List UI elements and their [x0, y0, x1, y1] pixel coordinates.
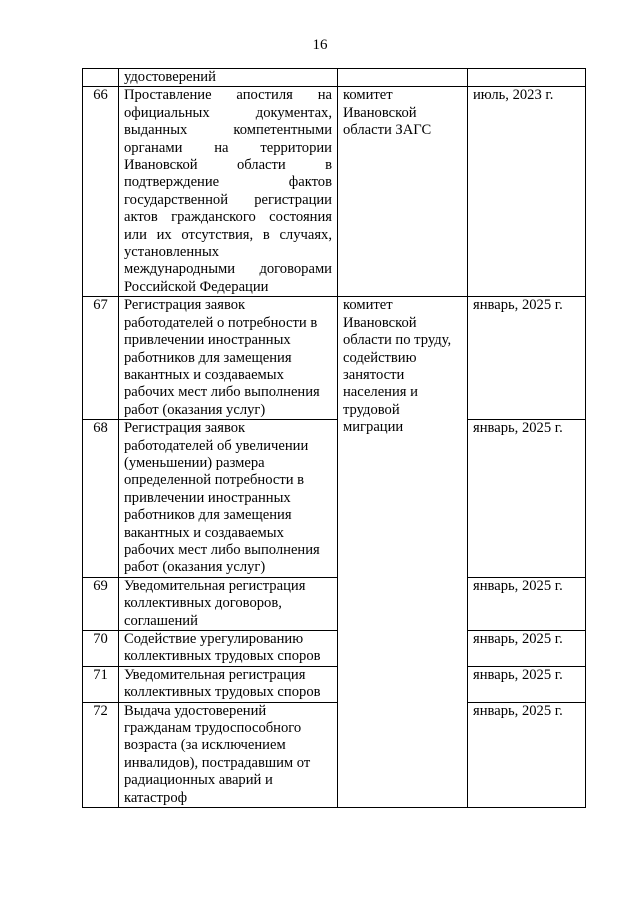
department-cell: комитет Ивановской области по труду, содействию занятости населения и трудовой миграции [338, 297, 468, 808]
table-row [83, 666, 586, 702]
row-number-cell: 68 [83, 420, 119, 578]
service-name-cell: Регистрация заявок работодателей об увеличении (уменьшении) размера определенной потребности в привлечении иностранных работников для замещения вакантных и создаваемых рабочих мест либо выполнения работ (оказания услуг) [119, 420, 338, 578]
service-name-cell: Регистрация заявок работодателей о потребности в привлечении иностранных работников для замещения вакантных и создаваемых рабочих мест либо выполнения работ (оказания услуг) [119, 297, 338, 420]
row-number-cell: 71 [83, 666, 119, 702]
table-row [83, 297, 586, 420]
table-row-continued [83, 69, 586, 87]
date-cell: январь, 2025 г. [468, 577, 586, 630]
service-name-cell: Проставление апостиля на официальных документах, выданных компетентными органами на территории Ивановской области в подтверждение фактов государственной регистрации актов гражданского состояния или их отсутствия, в случаях, установленных международными договорами Российской Федерации [119, 87, 338, 297]
row-number-cell [83, 69, 119, 87]
row-number-cell: 70 [83, 631, 119, 667]
date-cell: январь, 2025 г. [468, 702, 586, 807]
service-name-cell: Выдача удостоверений гражданам трудоспособного возраста (за исключением инвалидов), пострадавшим от радиационных аварий и катастроф [119, 702, 338, 807]
services-table [82, 68, 586, 808]
date-cell [468, 69, 586, 87]
date-cell: январь, 2025 г. [468, 631, 586, 667]
date-cell: январь, 2025 г. [468, 666, 586, 702]
date-cell: январь, 2025 г. [468, 420, 586, 578]
table-row [83, 577, 586, 630]
table-row [83, 702, 586, 807]
table-row [83, 420, 586, 578]
service-name-cell: Уведомительная регистрация коллективных договоров, соглашений [119, 577, 338, 630]
service-name-cell: Содействие урегулированию коллективных трудовых споров [119, 631, 338, 667]
table-row [83, 87, 586, 297]
department-cell: комитет Ивановской области ЗАГС [338, 87, 468, 297]
row-number-cell: 69 [83, 577, 119, 630]
department-cell [338, 69, 468, 87]
date-cell: июль, 2023 г. [468, 87, 586, 297]
date-cell: январь, 2025 г. [468, 297, 586, 420]
row-number-cell: 72 [83, 702, 119, 807]
table-row [83, 631, 586, 667]
service-name-cell: Уведомительная регистрация коллективных трудовых споров [119, 666, 338, 702]
row-number-cell: 66 [83, 87, 119, 297]
service-name-cell: удостоверений [119, 69, 338, 87]
row-number-cell: 67 [83, 297, 119, 420]
page-number: 16 [312, 37, 328, 53]
